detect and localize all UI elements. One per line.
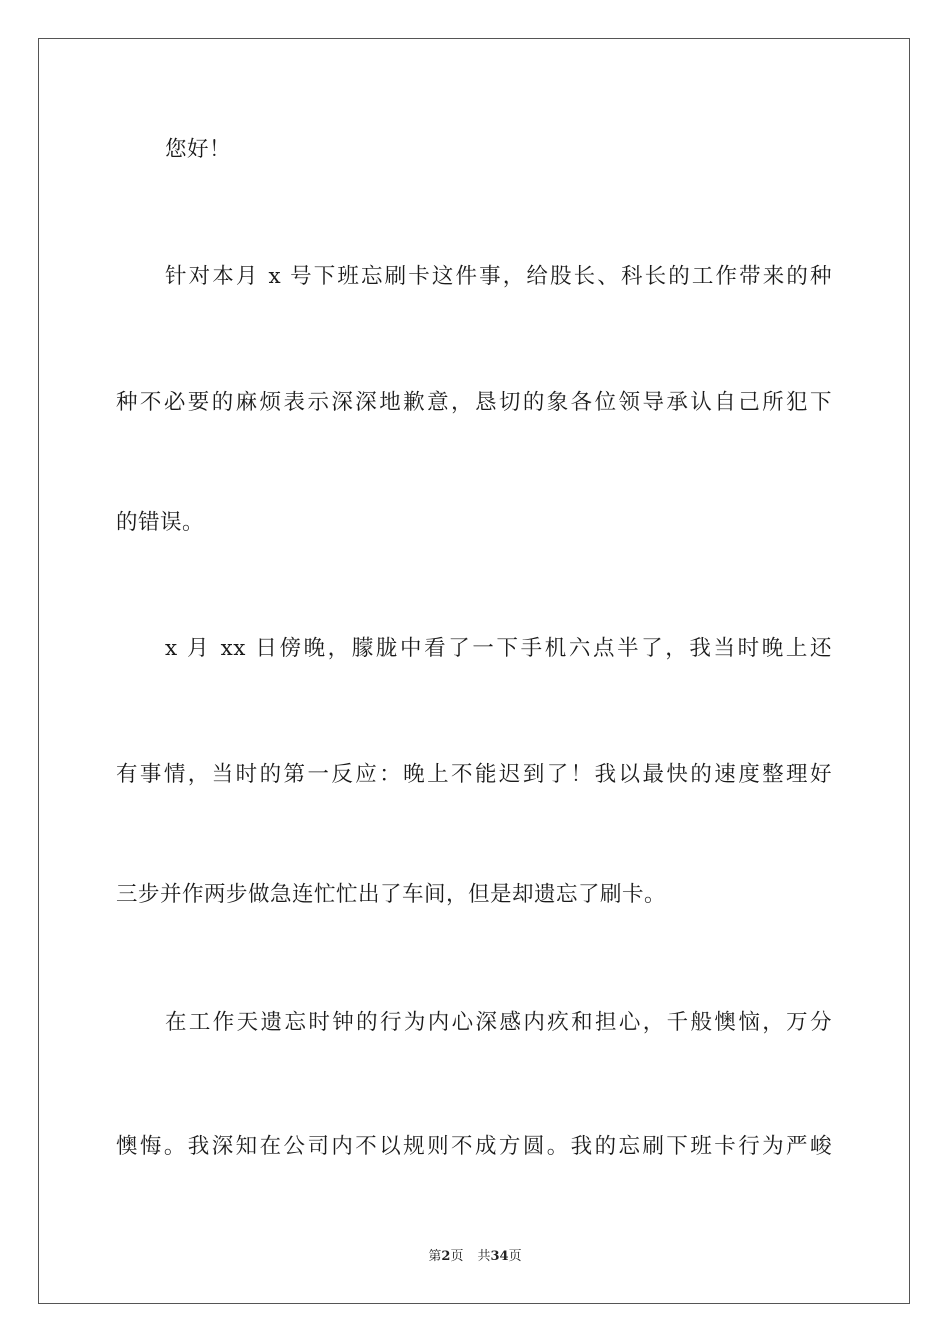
page-prefix: 第 — [428, 1249, 442, 1264]
total-suffix: 页 — [508, 1249, 522, 1264]
paragraph-1-line-2: 种不必要的麻烦表示深深地歉意，恳切的象各位领导承认自己所犯下 — [116, 390, 832, 415]
paragraph-1-line-3: 的错误。 — [116, 510, 205, 535]
paragraph-2-line-3: 三步并作两步做急连忙忙出了车间，但是却遗忘了刷卡。 — [116, 882, 667, 907]
total-pages: 34 — [490, 1249, 509, 1264]
paragraph-2-line-1: x 月 xx 日傍晚，朦胧中看了一下手机六点半了，我当时晚上还 — [165, 636, 832, 661]
total-prefix: 共 — [477, 1249, 491, 1264]
page-number: 2 — [441, 1249, 451, 1264]
page-border — [38, 38, 910, 1304]
page-footer — [0, 1248, 950, 1266]
paragraph-3-line-1: 在工作天遗忘时钟的行为内心深感内疚和担心，千般懊恼，万分 — [165, 1010, 832, 1035]
paragraph-1-line-1: 针对本月 x 号下班忘刷卡这件事，给股长、科长的工作带来的种 — [165, 264, 832, 289]
paragraph-3-line-2: 懊悔。我深知在公司内不以规则不成方圆。我的忘刷下班卡行为严峻 — [116, 1134, 832, 1159]
greeting-line: 您好！ — [165, 137, 232, 162]
paragraph-2-line-2: 有事情，当时的第一反应：晚上不能迟到了！我以最快的速度整理好 — [116, 762, 832, 787]
page-suffix: 页 — [450, 1249, 464, 1264]
